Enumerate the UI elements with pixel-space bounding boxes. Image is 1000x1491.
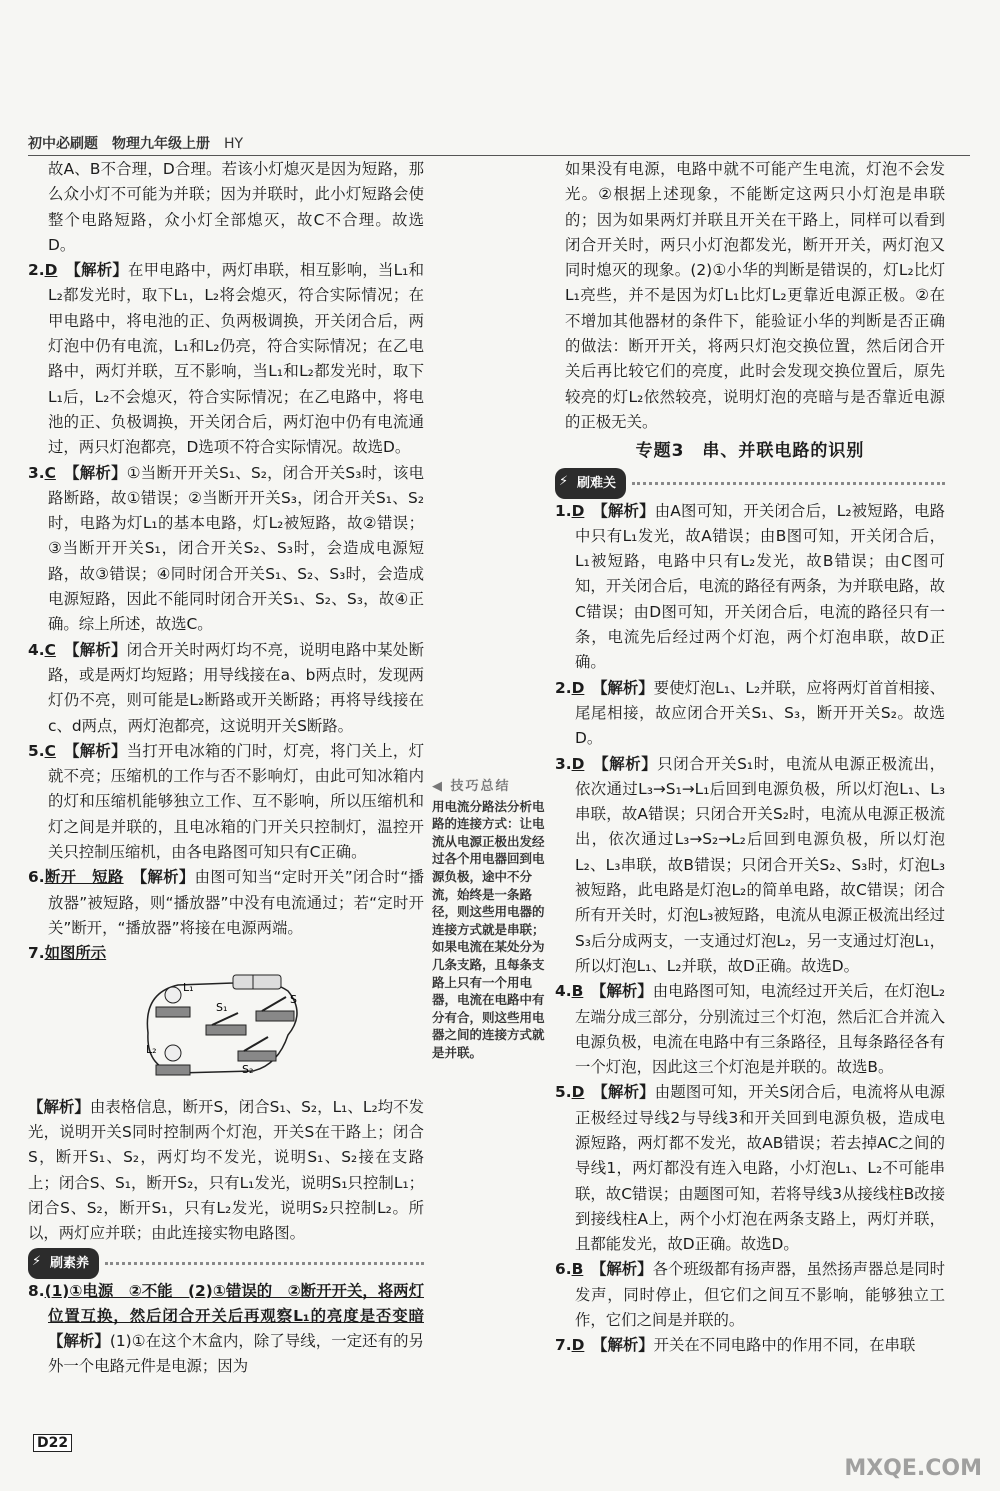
item-number: 2. [555,678,572,697]
item-tag: 【解析】 [599,678,654,697]
suyang-tag [28,1251,424,1277]
left-column [28,157,424,1380]
item-text: 要使灯泡L₁、L₂并联，应将两灯首首相接、尾尾相接，故应闭合开关S₁、S₃，断开开关S₂。故选D。 [575,678,945,748]
suyang-label: 刷素养 [50,1255,90,1271]
bolt-icon: ⚡ [559,473,569,489]
item-number: 3. [555,754,572,773]
tips-sidebar [432,778,550,1062]
item-number: 5. [555,1083,572,1102]
bolt-icon: ⚡ [32,1253,42,1269]
item-number: 4. [28,640,45,659]
answer-item [28,739,424,865]
item-text: 当打开电冰箱的门时，灯亮，将门关上，灯就不亮；压缩机的工作与否不影响灯，由此可知冰箱内的灯和压缩机能够独立工作、互不影响，所以压缩机和灯之间是并联的，且电冰箱的门开关只控制灯，温控开关只控制压缩机，由各电路图可知只有C正确。 [48,741,424,862]
item-tag: 【解析】 [73,261,128,280]
label-s: S [290,992,297,1006]
book-name: 初中必刷题 [28,136,98,152]
item8-tag: 【解析】 [48,1332,110,1351]
page-number: D22 [33,1434,72,1452]
tips-title: ◀ 技巧总结 [432,779,511,794]
nanguan-badge [555,468,626,499]
item-answer: D [571,678,585,697]
item-text: 各个班级都有扬声器，虽然扬声器总是同时发声，同时停止，但它们之间互不影响，能够独立工作，它们之间是并联的。 [575,1260,946,1330]
item-tag: 【解析】 [600,1083,655,1102]
nanguan-label: 刷难关 [577,475,617,491]
answer-item [555,499,945,676]
item-text: 由电路图可知，电流经过开关后，在灯泡L₂左端分成三部分，分别流过三个灯泡，然后汇合并流入电源负极，电流在电路中有三条路径，且每条路径各有一个灯泡，因此这三个灯泡是并联的。故选B。 [575,982,945,1077]
answer-item [555,676,945,752]
item-tag: 【解析】 [139,868,195,887]
label-l1: L₁ [183,980,194,994]
section-title: 专题3 串、并联电路的识别 [635,441,865,462]
item-text: 由A图可知，开关闭合后，L₂被短路，电路中只有L₁发光，故A错误；由B图可知，开关闭合后，L₁被短路，电路中只有L₂发光，故B错误；由C图可知，开关闭合后，电流的路径有两条，为并联电路，故C错误；由D图可知，开关闭合后，电流的路径只有一条，电流先后经过两个灯泡，两个灯泡串联，故D正确。 [575,501,945,672]
item-number: 6. [28,868,45,887]
label-s1: S₁ [216,1000,228,1014]
right-intro-text: 如果没有电源，电路中就不可能产生电流，灯泡不会发光。②根据上述现象，不能断定这两只小灯泡是串联的；因为如果两灯并联且开关在干路上，同样可以看到闭合开关时，两只小灯泡都发光，断开开关，两灯泡又同时熄灭的现象。(2)①小华的判断是错误的，灯L₂比灯L₁亮些，并不是因为灯L₁比灯L₂更靠近电源正极。②在不增加其他器材的条件下，能验证小华的判断是否正确的做法：断开开关，将两只灯泡交换位置，然后闭合开关后再比较它们的亮度，此时会发现交换位置后，原先较亮的灯L₂依然较亮，说明灯泡的亮暗与是否靠近电源的正极无关。 [565,160,945,431]
item-text: ①当断开开关S₁、S₂，闭合开关S₃时，该电路断路，故①错误；②当断开开关S₃，闭合开关S₁、S₂时，电路为灯L₁的基本电路，灯L₂被短路，故②错误；③当断开开关S₁，闭合开关S₂、S₃时，会造成电源短路，故③错误；④同时闭合开关S₁、S₂、S₃时，会造成电源短路，因此不能同时闭合开关S₁、S₂、S₃，故④正确。综上所述，故选C。 [48,463,424,634]
item-tag: 【解析】 [600,501,655,520]
item-answer: C [44,741,56,760]
item-text: 开关在不同电路中的作用不同，在串联 [653,1336,916,1355]
item-answer: C [44,640,56,659]
tips-text: 用电流分路法分析电路的连接方式：让电流从电源正极出发经过各个用电器回到电源负极，途中不分流，始终是一条路径，则这些用电器的连接方式就是串联；如果电流在某处分为几条支路，且每条支路上只有一个用电器，电流在电路中有分有合，则这些用电器之间的连接方式就是并联。 [432,798,545,1060]
item-number: 1. [555,501,572,520]
item-answer: 如图所示 [44,944,107,963]
item-8 [28,1279,424,1380]
right-answer-list [555,499,945,1359]
item-number: 7. [28,944,45,963]
answer-item [28,258,424,460]
watermark: MXQE.COM [844,1456,982,1481]
item-number: 2. [28,261,45,280]
item-answer: D [571,1083,585,1102]
item-answer: D [571,501,585,520]
answer-item [555,1257,945,1333]
label-s2: S₂ [242,1062,254,1076]
answer-item [555,752,945,980]
item-answer: B [571,1260,584,1279]
answer-item [28,941,424,966]
answer-item [28,865,424,941]
item-text: 在甲电路中，两灯串联，相互影响，当L₁和L₂都发光时，取下L₁，L₂将会熄灭，符合实际情况；在甲电路中，将电池的正、负两极调换，开关闭合后，两灯泡中仍有电流，L₁和L₂仍亮，符合实际情况；在乙电路中，两灯并联，互不影响，当L₁和L₂都发光时，取下L₁后，L₂不会熄灭，符合实际情况；在乙电路中，将电池的正、负极调换，开关闭合后，两灯泡中仍有电流通过，两只灯泡都亮，D选项不符合实际情况。故选D。 [48,261,424,457]
item-answer: B [571,982,584,1001]
item-text: 由图可知当“定时开关”闭合时“播放器”被短路，则“播放器”中没有电流通过；若“定时开关”断开，“播放器”将接在电源两端。 [48,868,424,937]
item-answer: C [44,463,56,482]
answer-item [555,1080,945,1257]
item-answer: D [571,1336,585,1355]
item-number: 4. [555,982,572,1001]
left-intro-text: 故A、B不合理，D合理。若该小灯熄灭是因为短路，那么众小灯不可能为并联；因为并联时，此小灯短路会使整个电路短路，众小灯全部熄灭，故C不合理。故选D。 [48,160,424,254]
item-tag: 【解析】 [600,754,658,773]
item-answer: 断开 短路 [44,868,124,887]
answer-item [555,979,945,1080]
item-text: 只闭合开关S₁时，电流从电源正极流出，依次通过L₃→S₁→L₁后回到电源负极，所以灯泡L₁、L₃串联，故A错误；只闭合开关S₂时，电流从电源正极流出，依次通过L₃→S₂→L₂后回到电源负极，所以灯泡L₂、L₃串联，故B错误；只闭合开关S₂、S₃时，灯泡L₃被短路，此电路是灯泡L₂的简单电路，故C错误；闭合所有开关时，灯泡L₃被短路，电流从电源正极流出经过S₃后分成两支，一支通过灯泡L₂，另一支通过灯泡L₁，所以灯泡L₁、L₂并联，故D正确。故选D。 [575,754,945,975]
item7-analysis-tag: 【解析】 [28,1097,90,1116]
label-l2: L₂ [146,1042,157,1056]
circuit-diagram [138,973,318,1083]
item-tag: 【解析】 [71,741,127,760]
item-answer: D [571,754,585,773]
dotted-rule [632,482,945,485]
item-number: 6. [555,1260,572,1279]
item-tag: 【解析】 [71,463,127,482]
item8-number: 8. [28,1281,45,1300]
item-text: 闭合开关时两灯均不亮，说明电路中某处断路，或是两灯均短路；用导线接在a、b两点时，发现两灯仍不亮，则可能是L₂断路或开关断路；再将导线接在c、d两点，两灯泡都亮，这说明开关S断路。 [48,640,424,735]
nanguan-tag [555,471,945,497]
running-header [28,133,243,153]
item-number: 7. [555,1336,572,1355]
left-answer-list [28,258,424,966]
item-number: 5. [28,741,45,760]
dotted-rule [105,1262,424,1265]
item8-text: (1)①在这个木盒内，除了导线，一定还有的另外一个电路元件是电源；因为 [48,1332,424,1376]
item-tag: 【解析】 [599,1336,654,1355]
item7-analysis-text: 由表格信息，断开S，闭合S₁、S₂，L₁、L₂均不发光，说明开关S同时控制两个灯泡，开关S在干路上；闭合S，断开S₁、S₂，两灯均不发光，说明S₁、S₂接在支路上；闭合S、S₁，断开S₂，只有L₁发光，说明S₁只控制L₁；闭合S、S₂，断开S₁，只有L₂发光，说明S₂只控制L₂。所以，两灯应并联；由此连接实物电路图。 [28,1097,424,1243]
item-answer: D [44,261,58,280]
answer-item [28,638,424,739]
header-rule [28,155,970,156]
tips-title-text: 技巧总结 [450,779,511,794]
item-tag: 【解析】 [71,640,127,659]
item-text: 由题图可知，开关S闭合后，电流将从电源正极经过导线2与导线3和开关回到电源负极，造成电源短路，两灯都不发光，故AB错误；若去掉AC之间的导线1，两灯都没有连入电路，小灯泡L₁、L₂不可能串联，故C错误；由题图可知，若将导线3从接线柱B改接到接线柱A上，两个小灯泡在两条支路上，两灯并联，且都能发光，故D正确。故选D。 [575,1083,945,1254]
suyang-badge [28,1248,99,1279]
item8-answer: (1)①电源 ②不能 (2)①错误的 ②断开开关，将两灯位置互换，然后闭合开关后再观察L₁的亮度是否变暗 [44,1281,424,1325]
right-column [555,157,945,1359]
item7-analysis [28,1095,424,1247]
item-tag: 【解析】 [598,982,653,1001]
subject-name: 物理九年级上册 [112,136,210,152]
item-number: 3. [28,463,45,482]
answer-item [555,1333,945,1358]
item-tag: 【解析】 [598,1260,653,1279]
answer-item [28,461,424,638]
edition-label: HY [224,136,244,152]
